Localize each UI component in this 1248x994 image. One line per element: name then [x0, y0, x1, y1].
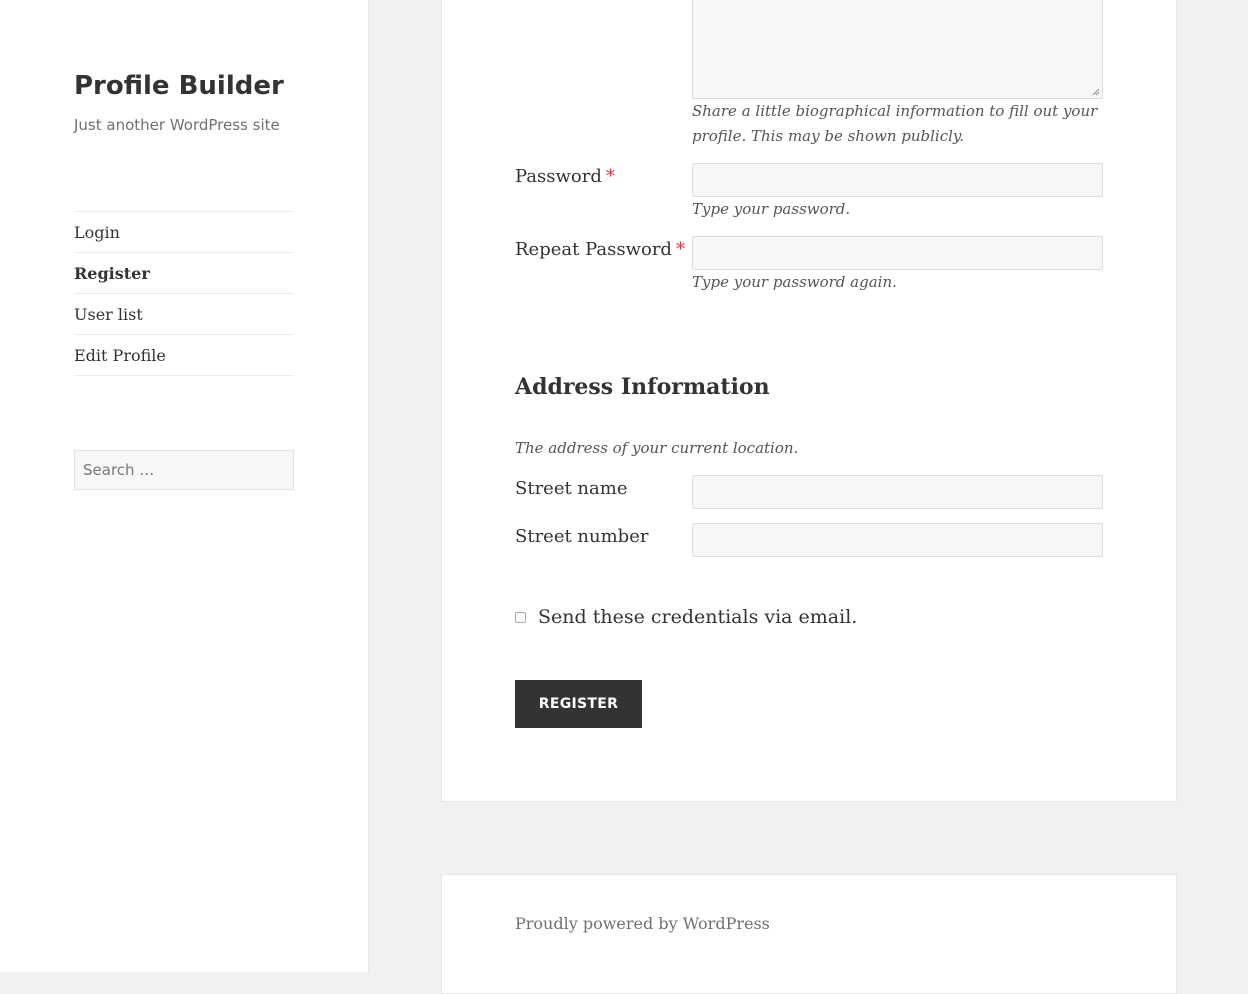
password-label-text: Password — [515, 166, 602, 187]
register-button[interactable]: REGISTER — [515, 680, 642, 728]
sidebar — [0, 0, 369, 972]
resize-handle-icon[interactable] — [1092, 88, 1100, 96]
street-name-input[interactable] — [692, 475, 1103, 509]
address-section-description: The address of your current location. — [515, 439, 799, 457]
required-marker: * — [605, 166, 615, 187]
biographical-info-textarea[interactable] — [692, 0, 1103, 99]
street-name-label: Street name — [515, 478, 628, 499]
footer-card — [441, 874, 1177, 994]
footer-credit-link[interactable]: Proudly powered by WordPress — [515, 914, 770, 933]
password-input[interactable] — [692, 163, 1103, 197]
required-marker: * — [675, 239, 685, 260]
repeat-password-label-text: Repeat Password — [515, 239, 672, 260]
menu-item-user-list[interactable]: User list — [74, 294, 294, 335]
menu-item-edit-profile[interactable]: Edit Profile — [74, 335, 294, 376]
site-title[interactable]: Profile Builder — [74, 71, 284, 101]
street-number-label: Street number — [515, 526, 649, 547]
send-credentials-label[interactable]: Send these credentials via email. — [538, 606, 858, 628]
menu-item-login[interactable]: Login — [74, 212, 294, 253]
repeat-password-description: Type your password again. — [692, 273, 897, 291]
send-credentials-checkbox[interactable] — [515, 612, 526, 623]
password-description: Type your password. — [692, 200, 851, 218]
address-section-heading: Address Information — [515, 374, 770, 400]
main-menu — [74, 211, 294, 376]
search-input[interactable] — [74, 450, 294, 490]
biographical-info-description: Share a little biographical information to fill out your profile. This may be shown publicly. — [692, 102, 1098, 145]
repeat-password-input[interactable] — [692, 236, 1103, 270]
street-number-input[interactable] — [692, 523, 1103, 557]
site-description: Just another WordPress site — [74, 116, 280, 134]
password-label — [515, 166, 615, 187]
menu-item-register[interactable]: Register — [74, 253, 294, 294]
repeat-password-label — [515, 239, 685, 260]
